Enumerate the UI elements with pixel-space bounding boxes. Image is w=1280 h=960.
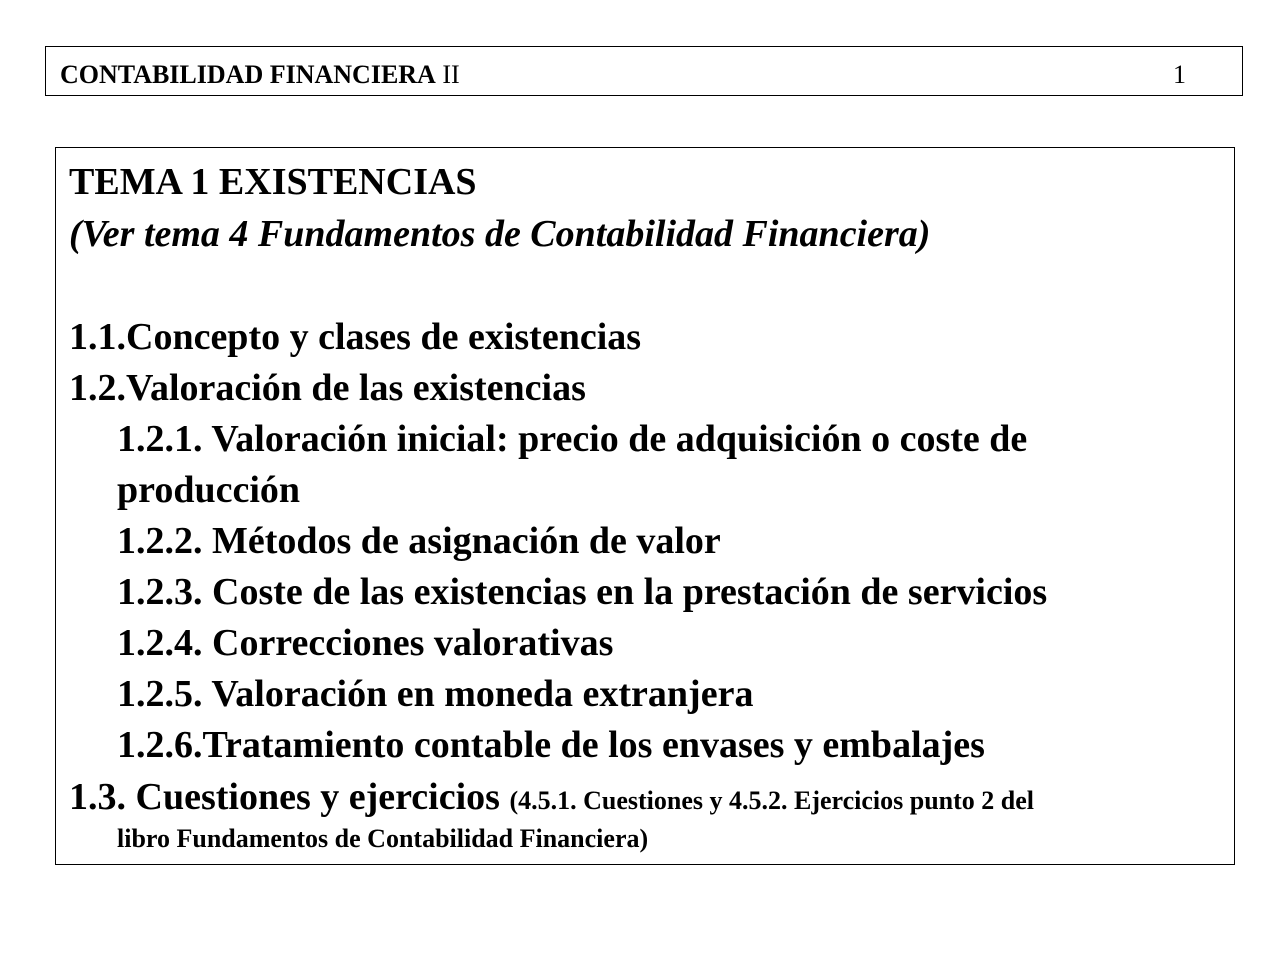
page-number: 1 xyxy=(1173,60,1186,89)
header-title-regular: II xyxy=(435,60,460,89)
list-item: 1.2.1. Valoración inicial: precio de adquisición o coste de xyxy=(117,418,1028,460)
list-item: 1.2.5. Valoración en moneda extranjera xyxy=(117,673,754,715)
list-item: 1.2.Valoración de las existencias xyxy=(69,367,586,409)
final-item-main: 1.3. Cuestiones y ejercicios xyxy=(69,776,510,818)
list-item: 1.2.4. Correcciones valorativas xyxy=(117,622,614,664)
final-item xyxy=(69,775,1034,823)
final-item-note: (4.5.1. Cuestiones y 4.5.2. Ejercicios punto 2 del xyxy=(509,786,1035,815)
list-item: 1.1.Concepto y clases de existencias xyxy=(69,316,642,358)
header-title-bold: CONTABILIDAD FINANCIERA xyxy=(60,60,436,89)
list-item: producción xyxy=(117,469,301,511)
page-header xyxy=(45,46,1243,96)
list-item: 1.2.6.Tratamiento contable de los envases y embalajes xyxy=(117,724,985,766)
list-item: 1.2.3. Coste de las existencias en la prestación de servicios xyxy=(117,571,1048,613)
topic-subtitle: (Ver tema 4 Fundamentos de Contabilidad Financiera) xyxy=(69,213,931,255)
header-title xyxy=(60,60,460,90)
topic-title: TEMA 1 EXISTENCIAS xyxy=(69,161,477,203)
list-item: 1.2.2. Métodos de asignación de valor xyxy=(117,520,721,562)
final-item-note-continued: libro Fundamentos de Contabilidad Financiera) xyxy=(117,824,649,853)
content-box xyxy=(55,147,1235,865)
